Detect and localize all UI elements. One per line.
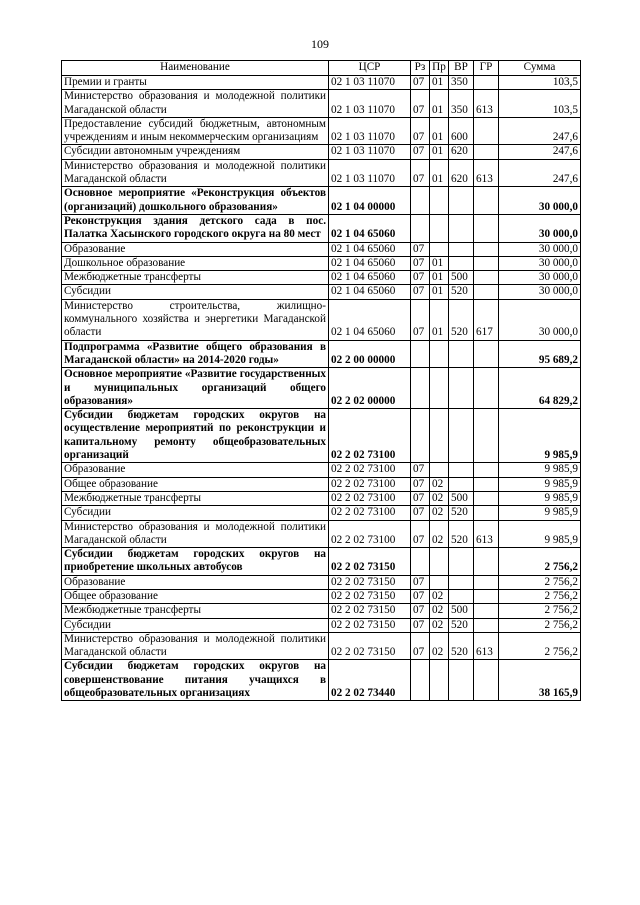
cell-vr	[449, 548, 474, 576]
cell-pr	[430, 368, 449, 409]
table-row	[62, 604, 581, 618]
table-row	[62, 575, 581, 589]
table-row	[62, 299, 581, 340]
cell-vr: 520	[449, 618, 474, 632]
cell-csr: 02 1 03 11070	[329, 117, 411, 145]
cell-csr: 02 1 03 11070	[329, 145, 411, 159]
cell-sum: 30 000,0	[499, 242, 581, 256]
cell-rz: 07	[411, 285, 430, 299]
cell-sum: 30 000,0	[499, 271, 581, 285]
cell-vr: 520	[449, 520, 474, 548]
cell-gr	[474, 145, 499, 159]
table-row	[62, 491, 581, 505]
cell-rz	[411, 187, 430, 215]
cell-rz: 07	[411, 256, 430, 270]
cell-name: Министерство образования и молодежной политики Магаданской области	[62, 520, 329, 548]
cell-csr: 02 2 02 73150	[329, 548, 411, 576]
cell-gr	[474, 256, 499, 270]
cell-sum: 2 756,2	[499, 548, 581, 576]
cell-gr	[474, 285, 499, 299]
table-row	[62, 242, 581, 256]
cell-rz	[411, 368, 430, 409]
table-row	[62, 589, 581, 603]
cell-csr: 02 1 04 65060	[329, 242, 411, 256]
cell-sum: 30 000,0	[499, 285, 581, 299]
cell-gr	[474, 575, 499, 589]
cell-name: Министерство образования и молодежной политики Магаданской области	[62, 159, 329, 187]
table-row	[62, 159, 581, 187]
cell-rz: 07	[411, 76, 430, 90]
cell-sum: 64 829,2	[499, 368, 581, 409]
header-csr: ЦСР	[329, 61, 411, 76]
cell-rz: 07	[411, 145, 430, 159]
cell-name: Образование	[62, 575, 329, 589]
cell-sum: 38 165,9	[499, 660, 581, 701]
cell-gr	[474, 618, 499, 632]
table-row	[62, 90, 581, 118]
cell-name: Образование	[62, 242, 329, 256]
cell-pr	[430, 548, 449, 576]
cell-csr: 02 2 02 00000	[329, 368, 411, 409]
cell-gr: 613	[474, 520, 499, 548]
cell-rz: 07	[411, 491, 430, 505]
cell-sum: 9 985,9	[499, 463, 581, 477]
cell-pr	[430, 187, 449, 215]
cell-pr: 02	[430, 477, 449, 491]
cell-rz: 07	[411, 589, 430, 603]
cell-vr	[449, 368, 474, 409]
cell-csr: 02 2 02 73100	[329, 463, 411, 477]
cell-pr: 01	[430, 90, 449, 118]
table-row	[62, 548, 581, 576]
cell-name: Образование	[62, 463, 329, 477]
cell-sum: 95 689,2	[499, 340, 581, 368]
cell-sum: 2 756,2	[499, 618, 581, 632]
cell-csr: 02 1 04 65060	[329, 271, 411, 285]
cell-vr: 350	[449, 76, 474, 90]
cell-csr: 02 2 02 73150	[329, 575, 411, 589]
cell-name: Субсидии автономным учреждениям	[62, 145, 329, 159]
cell-name: Общее образование	[62, 589, 329, 603]
cell-vr	[449, 409, 474, 463]
cell-csr: 02 1 04 00000	[329, 187, 411, 215]
cell-vr	[449, 477, 474, 491]
cell-gr	[474, 117, 499, 145]
cell-csr: 02 2 02 73100	[329, 506, 411, 520]
cell-csr: 02 1 03 11070	[329, 159, 411, 187]
cell-pr: 01	[430, 76, 449, 90]
cell-sum: 30 000,0	[499, 299, 581, 340]
cell-gr	[474, 187, 499, 215]
cell-vr	[449, 242, 474, 256]
cell-sum: 30 000,0	[499, 187, 581, 215]
cell-gr: 613	[474, 632, 499, 660]
cell-gr	[474, 368, 499, 409]
cell-pr	[430, 409, 449, 463]
cell-sum: 103,5	[499, 90, 581, 118]
cell-pr: 01	[430, 256, 449, 270]
cell-vr	[449, 256, 474, 270]
cell-vr	[449, 214, 474, 242]
table-row	[62, 145, 581, 159]
cell-sum: 9 985,9	[499, 506, 581, 520]
cell-vr: 620	[449, 145, 474, 159]
cell-name: Основное мероприятие «Развитие государственных и муниципальных организаций общего образования»	[62, 368, 329, 409]
cell-pr	[430, 575, 449, 589]
cell-name: Министерство строительства, жилищно-коммунального хозяйства и энергетики Магаданской области	[62, 299, 329, 340]
cell-rz: 07	[411, 604, 430, 618]
cell-csr: 02 2 02 73150	[329, 632, 411, 660]
cell-pr: 01	[430, 299, 449, 340]
cell-gr	[474, 242, 499, 256]
cell-sum: 30 000,0	[499, 256, 581, 270]
cell-csr: 02 2 02 73100	[329, 409, 411, 463]
header-vr: ВР	[449, 61, 474, 76]
cell-gr	[474, 506, 499, 520]
table-row	[62, 632, 581, 660]
cell-csr: 02 2 02 73100	[329, 477, 411, 491]
cell-rz: 07	[411, 575, 430, 589]
header-name: Наименование	[62, 61, 329, 76]
cell-vr: 500	[449, 271, 474, 285]
cell-sum: 9 985,9	[499, 491, 581, 505]
table-row	[62, 477, 581, 491]
table-row	[62, 520, 581, 548]
table-row	[62, 271, 581, 285]
cell-rz	[411, 214, 430, 242]
cell-sum: 9 985,9	[499, 409, 581, 463]
cell-csr: 02 1 03 11070	[329, 76, 411, 90]
cell-gr	[474, 409, 499, 463]
table-row	[62, 409, 581, 463]
cell-gr	[474, 604, 499, 618]
table-row	[62, 256, 581, 270]
cell-gr	[474, 214, 499, 242]
cell-csr: 02 2 02 73100	[329, 491, 411, 505]
cell-rz: 07	[411, 618, 430, 632]
cell-gr	[474, 477, 499, 491]
cell-vr: 500	[449, 604, 474, 618]
cell-sum: 247,6	[499, 159, 581, 187]
cell-csr: 02 1 03 11070	[329, 90, 411, 118]
cell-vr	[449, 463, 474, 477]
cell-pr: 01	[430, 159, 449, 187]
cell-csr: 02 2 02 73150	[329, 589, 411, 603]
cell-rz: 07	[411, 520, 430, 548]
cell-pr	[430, 340, 449, 368]
cell-sum: 247,6	[499, 145, 581, 159]
cell-name: Предоставление субсидий бюджетным, автономным учреждениям и иным некоммерческим организациям	[62, 117, 329, 145]
cell-vr	[449, 575, 474, 589]
cell-vr: 620	[449, 159, 474, 187]
cell-gr	[474, 340, 499, 368]
cell-pr: 01	[430, 271, 449, 285]
cell-vr	[449, 187, 474, 215]
cell-gr	[474, 548, 499, 576]
table-row	[62, 285, 581, 299]
cell-name: Межбюджетные трансферты	[62, 604, 329, 618]
cell-csr: 02 2 02 73150	[329, 618, 411, 632]
table-row	[62, 187, 581, 215]
cell-csr: 02 2 02 73150	[329, 604, 411, 618]
cell-rz: 07	[411, 90, 430, 118]
cell-name: Субсидии бюджетам городских округов на совершенствование питания учащихся в общеобразовательных организациях	[62, 660, 329, 701]
cell-name: Субсидии бюджетам городских округов на приобретение школьных автобусов	[62, 548, 329, 576]
cell-vr: 350	[449, 90, 474, 118]
cell-name: Министерство образования и молодежной политики Магаданской области	[62, 632, 329, 660]
cell-vr: 520	[449, 285, 474, 299]
cell-vr	[449, 340, 474, 368]
table-row	[62, 660, 581, 701]
header-sum: Сумма	[499, 61, 581, 76]
table-row	[62, 463, 581, 477]
cell-rz: 07	[411, 477, 430, 491]
table-body	[62, 76, 581, 701]
cell-vr	[449, 660, 474, 701]
cell-pr: 02	[430, 491, 449, 505]
cell-pr	[430, 242, 449, 256]
cell-gr: 617	[474, 299, 499, 340]
cell-pr	[430, 463, 449, 477]
cell-csr: 02 1 04 65060	[329, 256, 411, 270]
cell-name: Министерство образования и молодежной политики Магаданской области	[62, 90, 329, 118]
cell-rz	[411, 340, 430, 368]
table-row	[62, 117, 581, 145]
cell-rz: 07	[411, 242, 430, 256]
cell-vr: 520	[449, 506, 474, 520]
cell-sum: 9 985,9	[499, 477, 581, 491]
cell-pr	[430, 660, 449, 701]
header-gr: ГР	[474, 61, 499, 76]
cell-rz: 07	[411, 299, 430, 340]
cell-csr: 02 1 04 65060	[329, 285, 411, 299]
cell-vr: 500	[449, 491, 474, 505]
cell-sum: 2 756,2	[499, 632, 581, 660]
cell-vr: 520	[449, 299, 474, 340]
cell-pr: 02	[430, 604, 449, 618]
cell-csr: 02 1 04 65060	[329, 299, 411, 340]
cell-name: Межбюджетные трансферты	[62, 271, 329, 285]
table-row	[62, 76, 581, 90]
cell-name: Субсидии	[62, 285, 329, 299]
cell-rz: 07	[411, 117, 430, 145]
cell-pr: 02	[430, 506, 449, 520]
table-row	[62, 618, 581, 632]
cell-pr: 01	[430, 285, 449, 299]
cell-csr: 02 2 02 73100	[329, 520, 411, 548]
cell-csr: 02 2 02 73440	[329, 660, 411, 701]
table-header-row	[62, 61, 581, 76]
cell-gr	[474, 589, 499, 603]
cell-pr: 02	[430, 632, 449, 660]
cell-name: Общее образование	[62, 477, 329, 491]
cell-pr: 01	[430, 145, 449, 159]
cell-csr: 02 2 00 00000	[329, 340, 411, 368]
cell-name: Межбюджетные трансферты	[62, 491, 329, 505]
cell-rz: 07	[411, 506, 430, 520]
cell-gr	[474, 491, 499, 505]
cell-name: Реконструкция здания детского сада в пос. Палатка Хасынского городского округа на 80 мест	[62, 214, 329, 242]
cell-rz	[411, 548, 430, 576]
cell-rz	[411, 409, 430, 463]
cell-sum: 2 756,2	[499, 575, 581, 589]
cell-sum: 2 756,2	[499, 604, 581, 618]
cell-sum: 2 756,2	[499, 589, 581, 603]
cell-vr	[449, 589, 474, 603]
cell-name: Премии и гранты	[62, 76, 329, 90]
cell-sum: 30 000,0	[499, 214, 581, 242]
cell-gr	[474, 463, 499, 477]
table-row	[62, 340, 581, 368]
cell-pr	[430, 214, 449, 242]
page-number: 109	[311, 37, 329, 51]
cell-name: Подпрограмма «Развитие общего образования в Магаданской области» на 2014-2020 годы»	[62, 340, 329, 368]
cell-vr: 520	[449, 632, 474, 660]
cell-csr: 02 1 04 65060	[329, 214, 411, 242]
cell-sum: 9 985,9	[499, 520, 581, 548]
cell-rz: 07	[411, 159, 430, 187]
cell-gr	[474, 271, 499, 285]
cell-sum: 103,5	[499, 76, 581, 90]
cell-gr: 613	[474, 159, 499, 187]
budget-table	[61, 60, 581, 701]
cell-gr	[474, 76, 499, 90]
cell-name: Основное мероприятие «Реконструкция объектов (организаций) дошкольного образования»	[62, 187, 329, 215]
cell-rz	[411, 660, 430, 701]
cell-name: Субсидии бюджетам городских округов на осуществление мероприятий по реконструкции и капитальному ремонту общеобразовательных организаций	[62, 409, 329, 463]
cell-gr: 613	[474, 90, 499, 118]
table-row	[62, 368, 581, 409]
cell-name: Дошкольное образование	[62, 256, 329, 270]
cell-pr: 01	[430, 117, 449, 145]
cell-gr	[474, 660, 499, 701]
cell-pr: 02	[430, 589, 449, 603]
cell-rz: 07	[411, 632, 430, 660]
cell-vr: 600	[449, 117, 474, 145]
cell-pr: 02	[430, 618, 449, 632]
table-row	[62, 506, 581, 520]
cell-pr: 02	[430, 520, 449, 548]
cell-name: Субсидии	[62, 618, 329, 632]
cell-rz: 07	[411, 271, 430, 285]
cell-sum: 247,6	[499, 117, 581, 145]
header-pr: Пр	[430, 61, 449, 76]
table-row	[62, 214, 581, 242]
cell-rz: 07	[411, 463, 430, 477]
cell-name: Субсидии	[62, 506, 329, 520]
header-rz: Рз	[411, 61, 430, 76]
